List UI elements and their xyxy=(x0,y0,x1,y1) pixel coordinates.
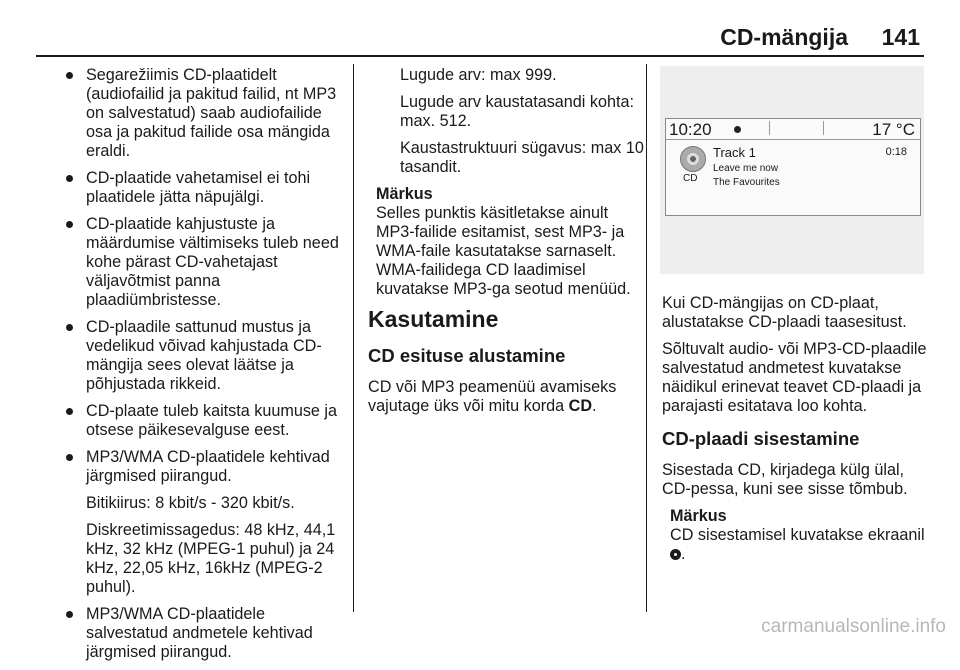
temperature: 17 °C xyxy=(872,120,915,139)
sub-item: Bitikiirus: 8 kbit/s - 320 kbit/s. xyxy=(86,494,295,512)
insert-text: Sisestada CD, kirjadega külg ülal, CD-pessa, kuni see sisse tõmbub. xyxy=(662,461,908,498)
limit-item: Lugude arv kaustatasandi kohta: max. 512. xyxy=(400,93,634,130)
note-text: Selles punktis käsitletakse ainult MP3-failide esitamist, sest MP3- ja WMA-faile kasutatakse sarnaselt. WMA-failidega CD laadimisel kuvatakse MP3-ga seotud menüüd. xyxy=(376,204,631,298)
source-label: CD xyxy=(683,173,698,184)
note-block xyxy=(368,185,650,299)
clock: 10:20 xyxy=(669,120,712,139)
status-bar xyxy=(666,119,920,140)
bullet-item: MP3/WMA CD-plaatidele salvestatud andmetele kehtivad järgmised piirangud. xyxy=(86,605,350,662)
note-block xyxy=(662,507,930,564)
page-number: 141 xyxy=(881,24,920,50)
bullet-item: CD-plaadile sattunud mustus ja vedelikud võivad kahjustada CD-mängija sees olevat läätse ja põhjustada rikkeid. xyxy=(86,318,350,394)
watermark: carmanualsonline.info xyxy=(761,616,946,637)
song-name: Leave me now xyxy=(713,163,779,174)
radio-screen xyxy=(665,118,921,216)
column-divider-left xyxy=(353,64,354,612)
disc-status-icon xyxy=(670,549,681,560)
right-column xyxy=(662,294,930,572)
status-separator xyxy=(823,121,824,135)
artist-name: The Favourites xyxy=(713,177,780,188)
cd-button-label: CD xyxy=(568,397,593,415)
note-title: Märkus xyxy=(670,507,727,525)
paragraph: Kui CD-mängijas on CD-plaat, alustatakse CD-plaadi taasesitust. xyxy=(662,294,907,331)
note-text-end: . xyxy=(681,545,686,563)
bullet-item: Segarežiimis CD-plaatidelt (audiofailid ja pakitud failid, nt MP3 on salvestatud) saab audiofailide osa ja pakitud failide osa mängida eraldi. xyxy=(86,66,350,161)
bullet-item: MP3/WMA CD-plaatidele kehtivad järgmised piirangud. xyxy=(86,448,350,486)
limit-item: Lugude arv: max 999. xyxy=(400,66,557,84)
subsection-heading: CD esituse alustamine xyxy=(368,345,566,366)
left-column xyxy=(86,66,350,670)
section-heading: Kasutamine xyxy=(368,306,499,332)
display-illustration xyxy=(660,66,924,274)
paragraph: Sõltuvalt audio- või MP3-CD-plaadile salvestatud andmetest kuvatakse näidikul erinevat teavet CD-plaadi ja parajasti esitatava loo kohta. xyxy=(662,340,927,415)
limit-item: Kaustastruktuuri sügavus: max 10 tasandit. xyxy=(400,139,644,176)
header-rule xyxy=(36,55,924,57)
elapsed-time: 0:18 xyxy=(885,146,907,158)
status-separator xyxy=(769,121,770,135)
bullet-item: CD-plaatide vahetamisel ei tohi plaatidele jätta näpujälgi. xyxy=(86,169,350,207)
bullet-item: CD-plaatide kahjustuste ja määrdumise vältimiseks tuleb need kohe pärast CD-vahetajast väljavõtmist panna plaadiümbristesse. xyxy=(86,215,350,310)
insert-heading: CD-plaadi sisestamine xyxy=(662,428,860,449)
bullet-item: CD-plaate tuleb kaitsta kuumuse ja otsese päikesevalguse eest. xyxy=(86,402,350,440)
cd-disc-icon xyxy=(680,146,706,172)
limits-list xyxy=(368,66,650,177)
page-title: CD-mängija xyxy=(720,24,848,50)
sub-item: Diskreetimissagedus: 48 kHz, 44,1 kHz, 32 kHz (MPEG-1 puhul) ja 24 kHz, 22,05 kHz, 16kHz (MPEG-2 puhul). xyxy=(86,521,336,596)
track-title: Track 1 xyxy=(713,145,756,160)
note-text xyxy=(670,526,930,564)
start-text: CD või MP3 peamenüü avamiseks vajutage üks või mitu korda xyxy=(368,378,617,415)
start-instruction xyxy=(368,378,650,416)
record-dot-icon xyxy=(734,126,741,133)
note-title: Märkus xyxy=(376,185,433,203)
start-text-end: . xyxy=(592,397,597,415)
page-header xyxy=(0,0,960,58)
note-text-body: CD sisestamisel kuvatakse ekraanil xyxy=(670,526,925,544)
middle-column xyxy=(368,66,650,424)
